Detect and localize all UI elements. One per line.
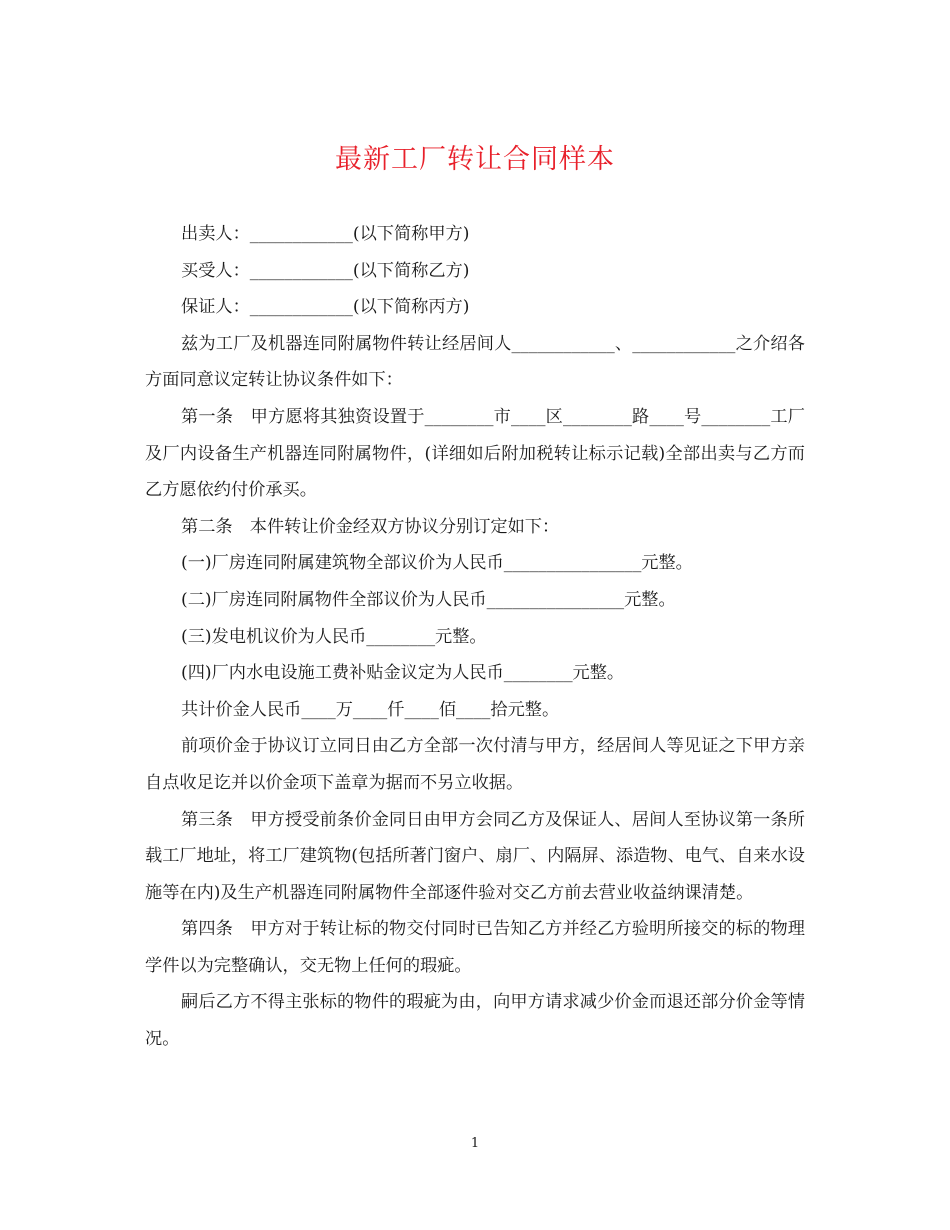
paragraph-price-item-2: (二)厂房连同附属物件全部议价为人民币________________元整。	[181, 589, 676, 610]
paragraph-intro: 兹为工厂及机器连同附属物件转让经居间人____________、____________之介绍各方面同意议定转让协议条件如下：	[145, 333, 805, 391]
paragraph-guarantor: 保证人：____________(以下简称丙方)	[181, 297, 470, 318]
paragraph-price-item-3: (三)发电机议价为人民币________元整。	[181, 626, 487, 647]
paragraph-buyer: 买受人：____________(以下简称乙方)	[181, 260, 470, 281]
paragraph-no-claims: 嗣后乙方不得主张标的物件的瑕疵为由，向甲方请求减少价金而退还部分价金等情况。	[145, 992, 805, 1050]
paragraph-article-3: 第三条 甲方授受前条价金同日由甲方会同乙方及保证人、居间人至协议第一条所载工厂地址，将工厂建筑物(包括所著门窗户、扇厂、内隔屏、添造物、电气、自来水设施等在内)及生产机器连同附属物件全部逐件验对交乙方前去营业收益纳课清楚。	[145, 809, 805, 903]
document-title: 最新工厂转让合同样本	[335, 144, 615, 175]
paragraph-article-1: 第一条 甲方愿将其独资设置于________市____区________路____号________工厂及厂内设备生产机器连同附属物件，(详细如后附加税转让标示记载)全部出卖与乙方而乙方愿依约付价承买。	[145, 406, 805, 501]
paragraph-article-4: 第四条 甲方对于转让标的物交付同时已告知乙方并经乙方验明所接交的标的物理学件以为完整确认，交无物上任何的瑕疵。	[145, 919, 805, 976]
paragraph-article-2: 第二条 本件转让价金经双方协议分别订定如下：	[181, 516, 560, 537]
paragraph-seller: 出卖人：____________(以下简称甲方)	[181, 224, 470, 244]
document-body	[145, 216, 805, 1058]
paragraph-price-item-4: (四)厂内水电设施工费补贴金议定为人民币________元整。	[181, 663, 625, 684]
page-number: 1	[470, 1136, 480, 1151]
paragraph-total-price: 共计价金人民币____万____仟____佰____拾元整。	[181, 699, 560, 720]
paragraph-payment: 前项价金于协议订立同日由乙方全部一次付清与甲方，经居间人等见证之下甲方亲自点收足讫并以价金项下盖章为据而不另立收据。	[145, 736, 805, 793]
paragraph-price-item-1: (一)厂房连同附属建筑物全部议价为人民币________________元整。	[181, 553, 693, 574]
